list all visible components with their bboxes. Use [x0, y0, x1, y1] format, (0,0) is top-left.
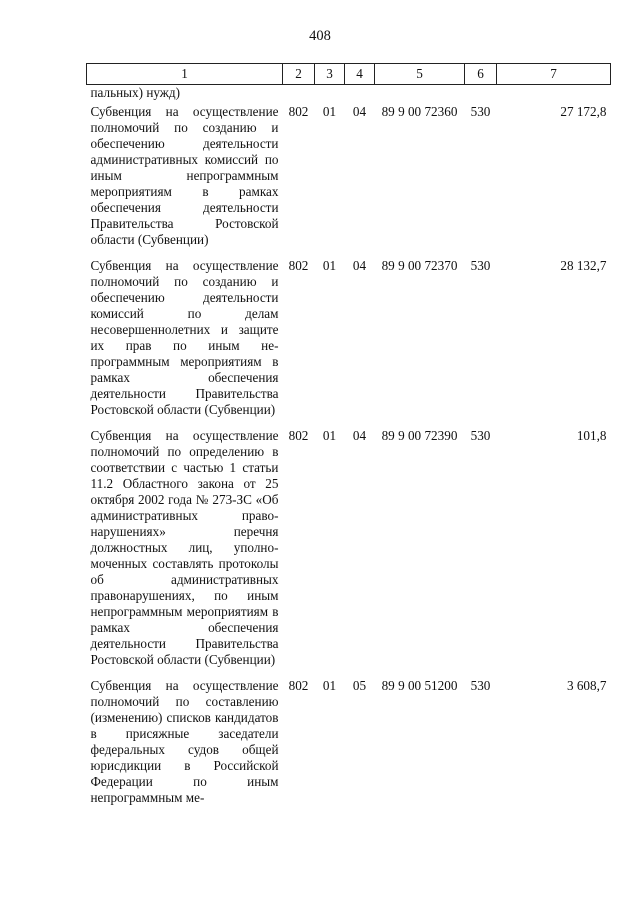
row-expense-type: 530 — [470, 258, 491, 273]
column-header-3: 3 — [315, 64, 345, 85]
page-number: 408 — [309, 28, 331, 44]
row-ministry-code: 802 — [288, 428, 309, 443]
row-section-code: 01 — [322, 428, 337, 443]
column-header-5: 5 — [375, 64, 465, 85]
row-target-article: 89 9 00 51200 — [381, 678, 458, 693]
column-header-7: 7 — [497, 64, 611, 85]
row-ministry-code: 802 — [288, 678, 309, 693]
row-ministry-code: 802 — [288, 104, 309, 119]
continuation-row — [87, 85, 611, 105]
row-target-article: 89 9 00 72390 — [381, 428, 458, 443]
row-ministry-code: 802 — [288, 258, 309, 273]
column-header-6: 6 — [465, 64, 497, 85]
continuation-text: пальных) нужд) — [90, 85, 181, 100]
row-section-code: 01 — [322, 104, 337, 119]
row-amount: 27 172,8 — [560, 104, 607, 119]
table-row — [87, 104, 611, 258]
budget-table-container — [86, 63, 610, 816]
row-amount: 28 132,7 — [560, 258, 607, 273]
row-expense-type: 530 — [470, 104, 491, 119]
header-row — [87, 64, 611, 85]
table-row — [87, 428, 611, 678]
row-amount: 3 608,7 — [566, 678, 607, 693]
column-header-2: 2 — [283, 64, 315, 85]
table-row — [87, 258, 611, 428]
row-section-code: 01 — [322, 678, 337, 693]
row-expense-type: 530 — [470, 678, 491, 693]
column-header-1: 1 — [87, 64, 283, 85]
column-header-4: 4 — [345, 64, 375, 85]
row-subsection-code: 04 — [352, 104, 367, 119]
row-target-article: 89 9 00 72360 — [381, 104, 458, 119]
row-expense-type: 530 — [470, 428, 491, 443]
row-section-code: 01 — [322, 258, 337, 273]
row-description: Субвенция на осуществление полномочий по созданию и обеспечению деятельности административных комиссий по иным непрограммным мероприятиям в рамках обеспечения деятельности Правительства Ростовской области (Субвенции) — [90, 104, 279, 247]
row-subsection-code: 05 — [352, 678, 367, 693]
row-target-article: 89 9 00 72370 — [381, 258, 458, 273]
row-description: Субвенция на осуществление полномочий по составлению (изменению) списков кандидатов в присяжные заседатели федеральных судов общей юрисдикции в Российской Федерации по иным непрограммным ме- — [90, 678, 279, 805]
row-subsection-code: 04 — [352, 428, 367, 443]
row-subsection-code: 04 — [352, 258, 367, 273]
row-description: Субвенция на осуществление полномочий по определению в соответствии с частью 1 статьи 11.2 Областного закона от 25 октября 2002 года № 273-ЗС «Об административных правонарушениях» перечня должностных лиц, уполномоченных составлять протоколы об административных правонарушениях, по иным непрограммным мероприятиям в рамках обеспечения деятельности Правительства Ростовской области (Субвенции) — [90, 428, 279, 667]
budget-table — [86, 63, 611, 816]
row-description: Субвенция на осуществление полномочий по созданию и обеспечению деятельности комиссий по делам несовершеннолетних и защите их прав по иным непрограммным мероприятиям в рамках обеспечения деятельности Правительства Ростовской области (Субвенции) — [90, 258, 279, 417]
table-row — [87, 678, 611, 816]
row-amount: 101,8 — [576, 428, 607, 443]
